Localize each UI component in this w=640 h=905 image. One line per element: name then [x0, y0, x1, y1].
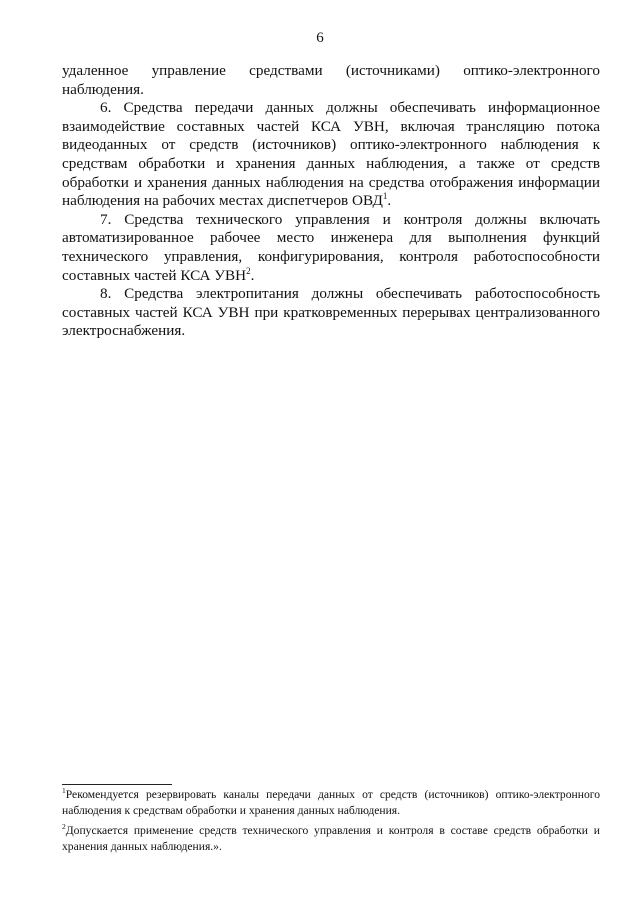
paragraph-8	[62, 285, 600, 341]
paragraph-7-text: 7. Средства технического управления и контроля должны включать автоматизированное рабочее место инженера для выполнения функций технического управления, конфигурирования, контроля работоспособности составных частей КСА УВН	[62, 210, 600, 284]
footnotes	[62, 787, 600, 859]
paragraph-7-tail: .	[250, 266, 255, 284]
paragraph-6-tail: .	[387, 192, 392, 210]
paragraph-7	[62, 211, 600, 285]
footnote-2	[62, 823, 600, 854]
footnote-1-text: Рекомендуется резервировать каналы передачи данных от средств (источников) оптико-электронного наблюдения к средствам обработки и хранения данных наблюдения.	[62, 788, 600, 817]
page-number: 6	[316, 30, 324, 46]
paragraph-continuation-first-line: удаленное управление средствами (источниками) оптико-электронного	[62, 62, 600, 79]
paragraph-6	[62, 99, 600, 211]
body-text	[62, 62, 600, 341]
paragraph-continuation-rest: наблюдения.	[62, 80, 144, 98]
footnote-1	[62, 787, 600, 818]
footnote-divider	[62, 784, 172, 785]
paragraph-6-text: 6. Средства передачи данных должны обеспечивать информационное взаимодействие составных частей КСА УВН, включая трансляцию потока видеоданных от средств (источников) оптико-электронного наблюдения к средствам обработки и хранения данных наблюдения, а также от средств обработки и хранения данных наблюдения на средства отображения информации наблюдения на рабочих местах диспетчеров ОВД	[62, 99, 600, 210]
footnote-ref-1: 1	[382, 191, 388, 202]
footnote-1-marker: 1	[62, 786, 66, 796]
paragraph-8-text: 8. Средства электропитания должны обеспечивать работоспособность составных частей КСА УВН при кратковременных перерывах централизованного электроснабжения.	[62, 285, 600, 340]
footnote-ref-2: 2	[246, 265, 251, 276]
footnote-2-marker: 2	[62, 822, 66, 832]
footnote-2-text: Допускается применение средств технического управления и контроля в составе средств обработки и хранения данных наблюдения.».	[62, 824, 600, 853]
paragraph-continuation	[62, 62, 600, 99]
